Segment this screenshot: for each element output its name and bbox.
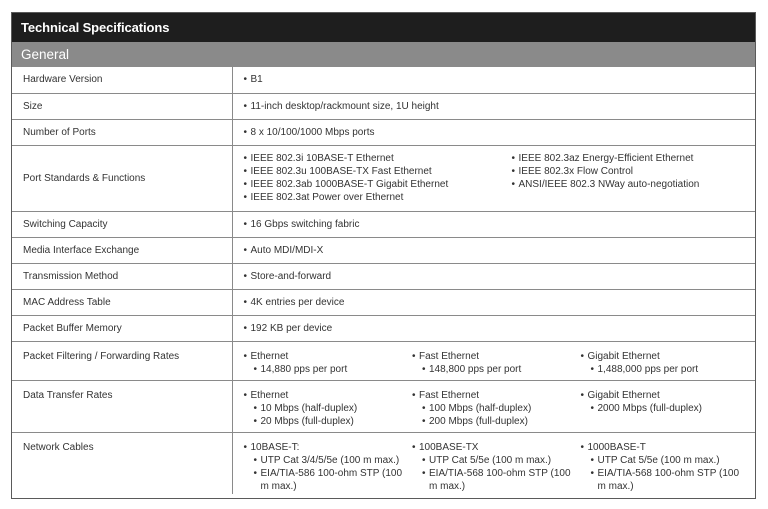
- row-value: • 192 KB per device: [244, 322, 750, 335]
- column-heading: • Gigabit Ethernet: [581, 389, 744, 402]
- row-label: Hardware Version: [12, 67, 232, 93]
- row-label: Packet Buffer Memory: [12, 315, 232, 341]
- list-item: • IEEE 802.3ab 1000BASE-T Gigabit Ethernet: [244, 178, 512, 191]
- row-value: • 16 Gbps switching fabric: [244, 218, 750, 231]
- list-item: • 14,880 pps per port: [244, 363, 407, 376]
- table-row: [12, 93, 755, 119]
- column-heading: • 1000BASE-T: [581, 441, 744, 454]
- list-item: • IEEE 802.3u 100BASE-TX Fast Ethernet: [244, 165, 512, 178]
- table-row: [12, 67, 755, 93]
- spec-sheet: [11, 12, 756, 499]
- column-heading: • Gigabit Ethernet: [581, 350, 744, 363]
- list-item: • IEEE 802.3az Energy-Efficient Ethernet: [512, 152, 750, 165]
- row-label: Port Standards & Functions: [12, 145, 232, 211]
- table-row: [12, 315, 755, 341]
- table-row: [12, 289, 755, 315]
- row-label: Network Cables: [12, 432, 232, 494]
- column-heading: • Fast Ethernet: [412, 389, 575, 402]
- spec-table: [12, 67, 755, 494]
- table-row: [12, 237, 755, 263]
- row-label: Media Interface Exchange: [12, 237, 232, 263]
- row-value: • 11-inch desktop/rackmount size, 1U height: [244, 100, 750, 113]
- column-heading: • Ethernet: [244, 389, 407, 402]
- list-item: • IEEE 802.3i 10BASE-T Ethernet: [244, 152, 512, 165]
- column-heading: • 10BASE-T:: [244, 441, 407, 454]
- list-item: • 200 Mbps (full-duplex): [412, 415, 575, 428]
- list-item: • UTP Cat 3/4/5/5e (100 m max.): [244, 454, 407, 467]
- list-item: • 10 Mbps (half-duplex): [244, 402, 407, 415]
- list-item: • EIA/TIA-568 100-ohm STP (100 m max.): [581, 467, 744, 493]
- list-item: • IEEE 802.3at Power over Ethernet: [244, 191, 512, 204]
- row-label: Data Transfer Rates: [12, 380, 232, 432]
- row-value: • Store-and-forward: [244, 270, 750, 283]
- table-row: [12, 145, 755, 211]
- row-label: Number of Ports: [12, 119, 232, 145]
- table-row: [12, 341, 755, 380]
- table-row: [12, 380, 755, 432]
- row-value: • 8 x 10/100/1000 Mbps ports: [244, 126, 750, 139]
- list-item: • UTP Cat 5/5e (100 m max.): [412, 454, 575, 467]
- list-item: • IEEE 802.3x Flow Control: [512, 165, 750, 178]
- column-heading: • 100BASE-TX: [412, 441, 575, 454]
- table-row: [12, 119, 755, 145]
- section-header-general: General: [12, 42, 755, 67]
- table-row: [12, 263, 755, 289]
- row-value: • Auto MDI/MDI-X: [244, 244, 750, 257]
- row-value: • 4K entries per device: [244, 296, 750, 309]
- list-item: • ANSI/IEEE 802.3 NWay auto-negotiation: [512, 178, 750, 191]
- row-label: MAC Address Table: [12, 289, 232, 315]
- list-item: • 100 Mbps (half-duplex): [412, 402, 575, 415]
- column-heading: • Fast Ethernet: [412, 350, 575, 363]
- table-row: [12, 211, 755, 237]
- row-label: Switching Capacity: [12, 211, 232, 237]
- column-heading: • Ethernet: [244, 350, 407, 363]
- row-value: • B1: [244, 73, 750, 86]
- list-item: • 2000 Mbps (full-duplex): [581, 402, 744, 415]
- list-item: • 20 Mbps (full-duplex): [244, 415, 407, 428]
- list-item: • EIA/TIA-568 100-ohm STP (100 m max.): [412, 467, 575, 493]
- row-label: Size: [12, 93, 232, 119]
- list-item: • 1,488,000 pps per port: [581, 363, 744, 376]
- page-title: Technical Specifications: [12, 13, 755, 42]
- list-item: • 148,800 pps per port: [412, 363, 575, 376]
- table-row: [12, 432, 755, 494]
- row-label: Packet Filtering / Forwarding Rates: [12, 341, 232, 380]
- row-label: Transmission Method: [12, 263, 232, 289]
- list-item: • UTP Cat 5/5e (100 m max.): [581, 454, 744, 467]
- list-item: • EIA/TIA-586 100-ohm STP (100 m max.): [244, 467, 407, 493]
